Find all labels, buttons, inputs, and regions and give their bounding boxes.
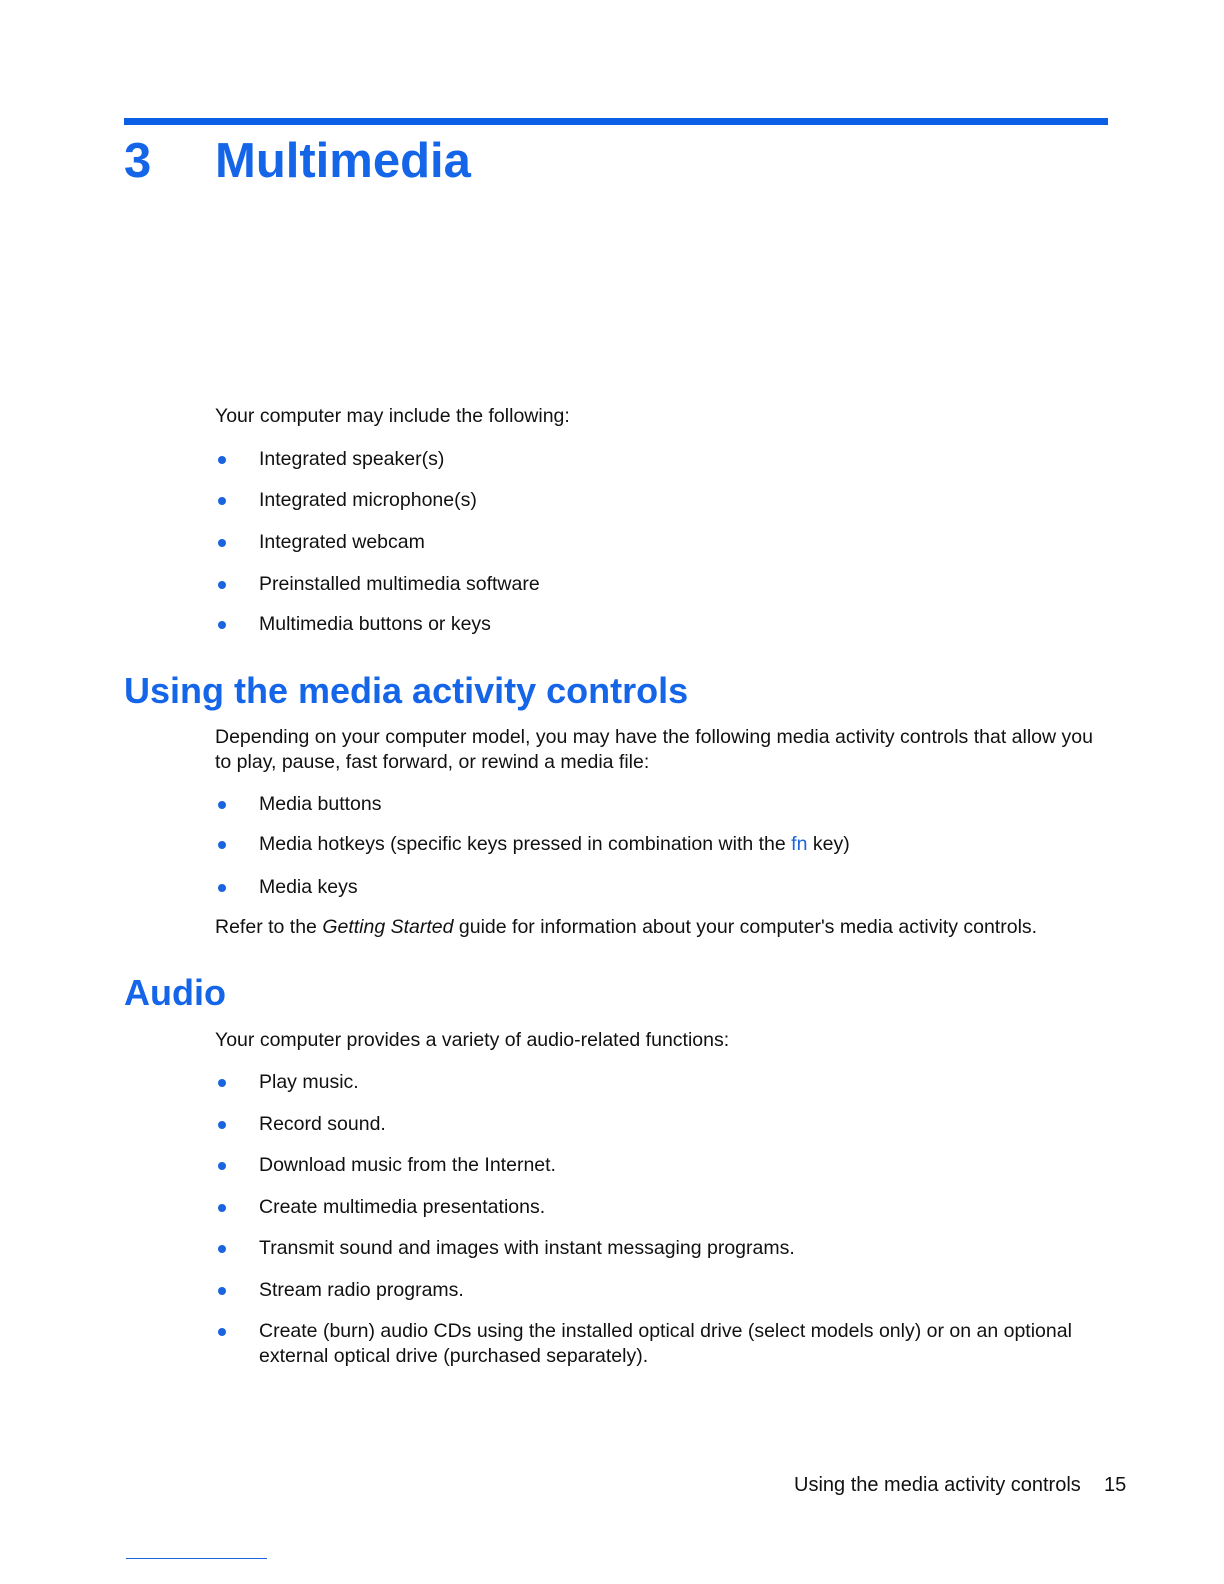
audio-heading: Audio (124, 972, 226, 1013)
bullet-icon (218, 1121, 226, 1129)
list-item: Transmit sound and images with instant messaging programs. (215, 1236, 1095, 1261)
bullet-icon (218, 884, 226, 892)
bullet-icon (218, 1328, 226, 1336)
chapter-number: 3 (124, 134, 152, 188)
chapter-rule (124, 118, 1108, 125)
footer-section-title: Using the media activity controls (794, 1474, 1081, 1496)
list-item: Integrated microphone(s) (215, 488, 1095, 513)
footnote-divider (126, 1558, 267, 1559)
bullet-icon (218, 841, 226, 849)
media-controls-heading: Using the media activity controls (124, 670, 689, 711)
list-item: Stream radio programs. (215, 1278, 1095, 1303)
list-item: Preinstalled multimedia software (215, 572, 1095, 597)
page-number: 15 (1104, 1474, 1127, 1496)
list-item: Play music. (215, 1070, 1095, 1095)
chapter-title (124, 132, 471, 190)
bullet-icon (218, 1287, 226, 1295)
list-item: Integrated speaker(s) (215, 447, 1095, 472)
bullet-icon (218, 801, 226, 809)
bullet-icon (218, 1245, 226, 1253)
refer-paragraph: Refer to the Getting Started guide for information about your computer's media activity controls. (215, 916, 1038, 938)
list-item: Integrated webcam (215, 530, 1095, 555)
bullet-icon (218, 581, 226, 589)
chapter-name: Multimedia (215, 134, 471, 188)
fn-key-label: fn (791, 833, 808, 855)
bullet-icon (218, 1079, 226, 1087)
bullet-icon (218, 1204, 226, 1212)
media-controls-paragraph: Depending on your computer model, you may have the following media activity controls that allow you to play, pause, fast forward, or rewind a media file: (215, 726, 1093, 773)
list-item: Media buttons (215, 792, 1095, 817)
bullet-icon (218, 539, 226, 547)
list-item: Multimedia buttons or keys (215, 612, 1095, 637)
list-item: Record sound. (215, 1112, 1095, 1137)
bullet-icon (218, 456, 226, 464)
bullet-icon (218, 497, 226, 505)
list-item: Create (burn) audio CDs using the installed optical drive (select models only) or on an optional external optical drive (purchased separately). (215, 1319, 1095, 1369)
bullet-icon (218, 621, 226, 629)
bullet-icon (218, 1162, 226, 1170)
audio-paragraph: Your computer provides a variety of audio-related functions: (215, 1029, 730, 1051)
guide-title: Getting Started (322, 916, 454, 938)
list-item: Download music from the Internet. (215, 1153, 1095, 1178)
list-item: Media keys (215, 875, 1095, 900)
hotkeys-text: Media hotkeys (specific keys pressed in combination with the fn key) (259, 833, 850, 855)
list-item (215, 832, 1095, 857)
intro-paragraph: Your computer may include the following: (215, 405, 570, 427)
list-item: Create multimedia presentations. (215, 1195, 1095, 1220)
